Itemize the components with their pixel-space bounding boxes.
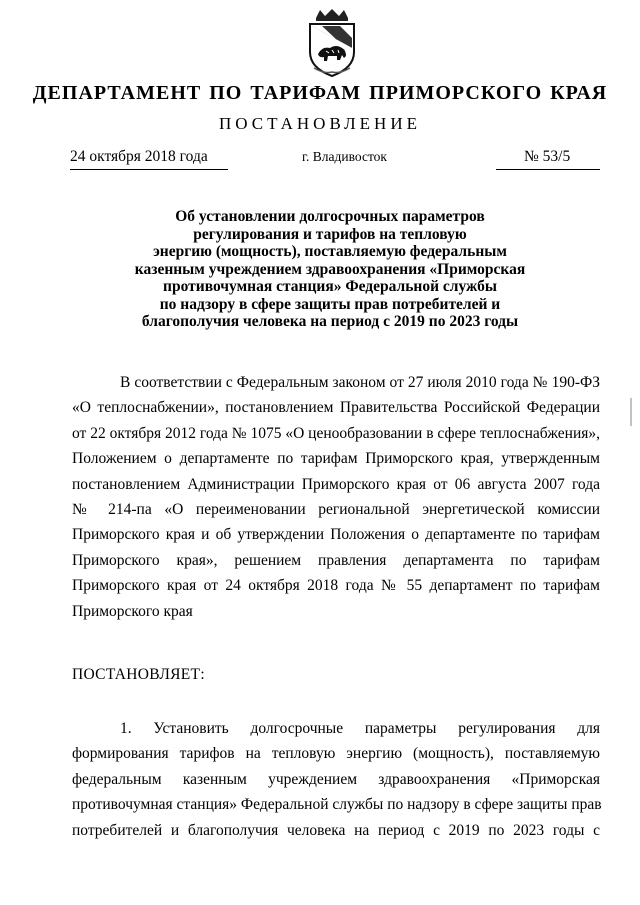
paragraph-line: Приморского края и об утверждении Положения о департаменте по тарифам xyxy=(72,526,600,544)
paragraph-line: № 214-па «О переименовании региональной энергетической комиссии xyxy=(72,500,600,518)
paragraph-line: 1. Установить долгосрочные параметры регулирования для xyxy=(120,720,600,737)
paragraph-line: «О теплоснабжении», постановлением Правительства Российской Федерации xyxy=(72,399,600,417)
coat-of-arms-icon xyxy=(300,8,364,78)
paragraph-line: Приморского края от 24 октября 2018 года № 55 департамент по тарифам xyxy=(72,577,600,595)
organization-title: ДЕПАРТАМЕНТ ПО ТАРИФАМ ПРИМОРСКОГО КРАЯ xyxy=(32,82,608,104)
paragraph-line: В соответствии с Федеральным законом от 27 июля 2010 года № 190-ФЗ xyxy=(120,374,600,391)
document-city: г. Владивосток xyxy=(302,149,387,164)
subject-line: противочумная станция» Федеральной службы xyxy=(163,278,497,295)
scan-margin-mark xyxy=(630,398,632,426)
document-type: ПОСТАНОВЛЕНИЕ xyxy=(218,114,421,133)
paragraph-line: постановлением Администрации Приморского края от 06 августа 2007 года xyxy=(72,475,600,493)
subject-line: казенным учреждением здравоохранения «Приморская xyxy=(134,260,526,278)
paragraph-line: Приморского края xyxy=(72,602,193,620)
paragraph-line: федеральным казенным учреждением здравоохранения «Приморская xyxy=(72,770,600,788)
paragraph-line: Приморского края», решением правления департамента по тарифам xyxy=(72,551,600,569)
paragraph-line: потребителей и благополучия человека на период с 2019 по 2023 годы с xyxy=(72,821,600,839)
paragraph-line: от 22 октября 2012 года № 1075 «О ценообразовании в сфере теплоснабжения», xyxy=(72,424,600,442)
resolve-heading: ПОСТАНОВЛЯЕТ: xyxy=(72,666,205,683)
document-subject xyxy=(120,208,540,331)
subject-line: благополучия человека на период с 2019 по 2023 годы xyxy=(141,313,519,330)
clause-1-paragraph xyxy=(72,716,600,843)
document-number: № 53/5 xyxy=(496,148,600,170)
paragraph-line: формирования тарифов на тепловую энергию (мощность), поставляемую xyxy=(72,745,600,763)
preamble-paragraph xyxy=(72,370,600,624)
subject-line: энергию (мощность), поставляемую федеральным xyxy=(153,243,507,260)
subject-line: Об установлении долгосрочных параметров xyxy=(175,208,485,225)
document-date: 24 октября 2018 года xyxy=(70,148,228,170)
subject-line: регулирования и тарифов на тепловую xyxy=(193,225,467,243)
paragraph-line: противочумная станция» Федеральной службы по надзору в сфере защиты прав xyxy=(72,796,602,814)
subject-line: по надзору в сфере защиты прав потребителей и xyxy=(159,295,501,313)
paragraph-line: Положением о департаменте по тарифам Приморского края, утвержденным xyxy=(72,450,600,468)
